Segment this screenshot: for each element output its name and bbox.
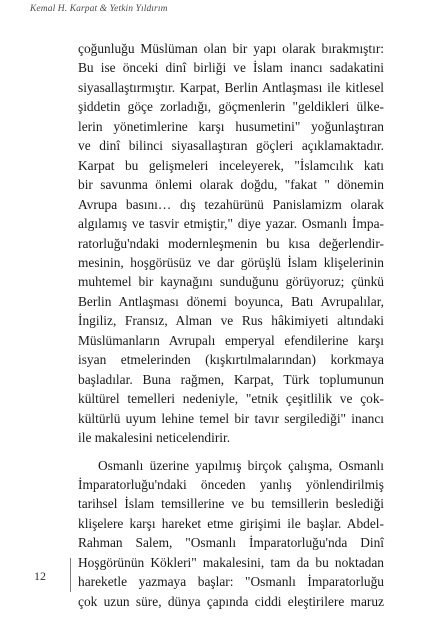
text-line: Bu ise önceki dinî birliği ve İslam inancı sadakatini: [78, 60, 384, 76]
text-line: Rahman Salem, "Osmanlı İmparatorluğu'nda Dinî: [78, 535, 384, 551]
text-line: çoğunluğu Müslüman olan bir yapı olarak bırakmıştır:: [78, 41, 384, 56]
text-line: kültürel temelleri nedeniyle, "etnik çeşitlilik ve çok-: [78, 391, 384, 407]
text-line: isyan etmelerinden (kışkırtılmalarından) korkmaya: [78, 352, 384, 368]
text-line: muhtemel bir kaynağını sunduğunu görüyoruz; çünkü: [78, 274, 384, 290]
text-line: Berlin Antlaşması dönemi boyunca, Batı Avrupalılar,: [78, 293, 384, 309]
text-line: klişelere karşı hareket etme girişimi ile başlar. Abdel-: [78, 515, 384, 531]
text-line: mesinin, hoşgörüsüz ve dar görüşlü İslam klişelerinin: [78, 254, 384, 270]
text-line: Osmanlı üzerine yapılmış birçok çalışma, Osmanlı: [98, 457, 384, 473]
text-line: algılamış ve tasvir etmiştir," diye yazar. Osmanlı İmpa-: [78, 216, 384, 232]
text-line: bir savunma önlemi olarak doğdu, "fakat " dönemin: [78, 177, 384, 193]
paragraph-2: [78, 456, 384, 612]
text-line: İngiliz, Fransız, Alman ve Rus hâkimiyeti altındaki: [78, 313, 384, 329]
text-line: şiddetin göçe zorladığı, göçmenlerin "geldikleri ülke-: [78, 99, 384, 115]
text-line: Hoşgörünün Kökleri" makalesini, tam da bu noktadan: [78, 554, 384, 570]
running-head: Kemal H. Karpat & Yetkin Yıldırım: [30, 4, 168, 14]
paragraph-1: [78, 39, 384, 448]
text-line: Müslümanların Avrupalı emperyal efendilerine karşı: [78, 332, 384, 348]
text-line: siyasallaştırmıştır. Karpat, Berlin Antlaşması ile kitlesel: [78, 79, 384, 95]
text-line: ile makalesini neticelendirir.: [78, 430, 231, 446]
body-text: [78, 39, 384, 619]
text-line: başladılar. Buna rağmen, Karpat, Türk toplumunun: [78, 371, 384, 387]
text-line: hareketle yazmaya başlar: "Osmanlı İmparatorluğu: [78, 574, 384, 590]
folio-rule: [70, 558, 71, 592]
text-line: Avrupa basını… dış tezahürünü Panislamizm olarak: [78, 196, 384, 212]
page-number: 12: [34, 569, 46, 583]
text-line: tarihsel İslam temsillerine ve bu temsillerin beslediği: [78, 496, 384, 512]
text-line: ve dinî bilinci siyasallaştıran göçleri açıklamaktadır.: [78, 138, 384, 154]
text-line: ratorluğu'ndaki modernleşmenin bu kısa değerlendir-: [78, 235, 384, 251]
text-line: Karpat bu gelişmeleri inceleyerek, "İslamcılık katı: [78, 157, 384, 173]
text-line: kültürlü uyum lehine temel bir tavır sergilediği" inancı: [78, 410, 384, 426]
text-line: lerin yönetimlerine karşı husumetini" yoğunlaştıran: [78, 118, 384, 134]
text-line: İmparatorluğu'ndaki önceden yanlış yönlendirilmiş: [78, 476, 384, 492]
text-line: çok uzun süre, dünya çapında ciddi eleştirilere maruz: [78, 593, 384, 609]
